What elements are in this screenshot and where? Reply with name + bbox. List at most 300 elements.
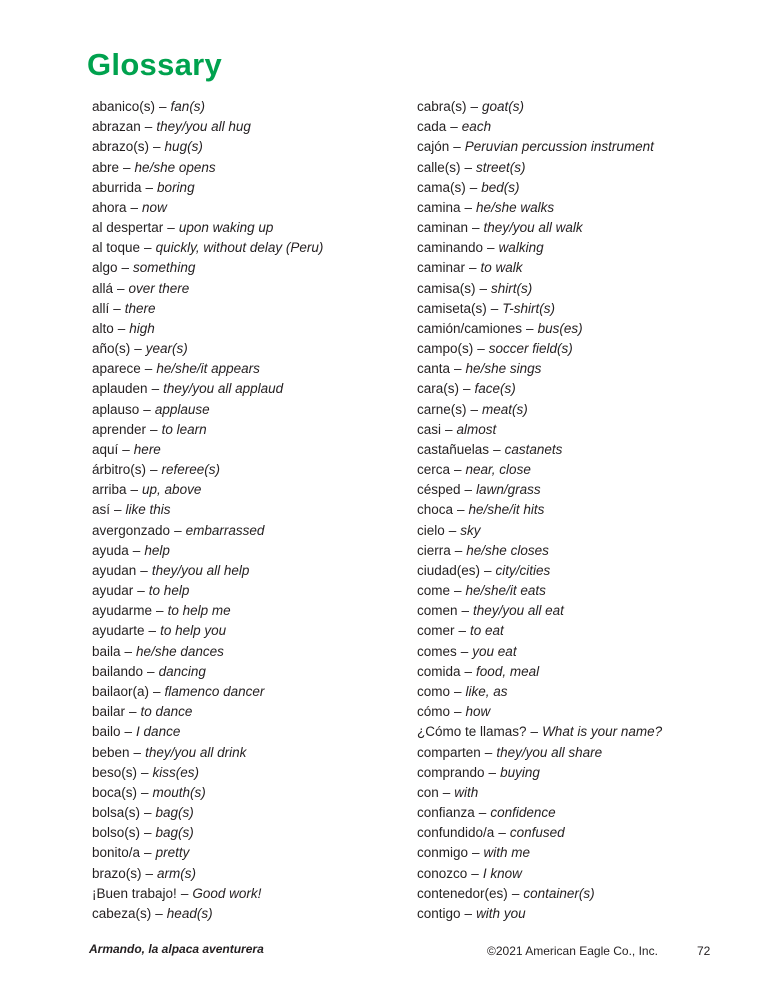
entry-term: comes [417, 643, 457, 659]
entry-separator: – [442, 784, 451, 800]
glossary-entry [92, 682, 412, 702]
entry-term: ayudarte [92, 623, 145, 639]
glossary-entry [92, 400, 412, 420]
glossary-entry [417, 581, 747, 601]
entry-separator: – [153, 683, 161, 699]
glossary-entry [92, 662, 412, 682]
glossary-entry [417, 803, 747, 823]
entry-definition: they/you all help [151, 562, 250, 578]
entry-definition: year(s) [145, 341, 188, 357]
glossary-column-right [417, 97, 747, 924]
glossary-entry [92, 339, 412, 359]
entry-definition: he/she/it eats [465, 583, 546, 599]
glossary-entry [417, 299, 747, 319]
glossary-entry [92, 299, 412, 319]
glossary-entry [92, 500, 412, 520]
entry-term: campo(s) [417, 341, 474, 357]
entry-definition: they/you all eat [473, 603, 564, 619]
entry-definition: he/she sings [465, 361, 542, 377]
entry-term: aparece [92, 361, 141, 377]
entry-separator: – [488, 764, 497, 780]
glossary-entry [92, 561, 412, 581]
entry-definition: referee(s) [161, 462, 221, 478]
glossary-entry [92, 541, 412, 561]
entry-separator: – [454, 361, 462, 377]
entry-term: árbitro(s) [92, 462, 147, 478]
glossary-entry [92, 279, 412, 299]
entry-term: casi [417, 421, 442, 437]
glossary-entry [92, 359, 412, 379]
glossary-entry [417, 198, 747, 218]
entry-term: bailar [92, 704, 126, 720]
entry-definition: now [142, 199, 167, 215]
entry-term: aburrida [92, 179, 142, 195]
entry-definition: quickly, without delay (Peru) [155, 240, 324, 256]
glossary-entry [417, 722, 747, 742]
entry-term: abanico(s) [92, 99, 156, 114]
entry-separator: – [133, 744, 142, 760]
entry-definition: to help [148, 583, 190, 599]
entry-definition: food, meal [476, 663, 540, 679]
glossary-entry [417, 561, 747, 581]
entry-definition: they/you all share [496, 744, 603, 760]
entry-definition: face(s) [474, 381, 516, 397]
entry-definition: confused [509, 825, 565, 841]
entry-definition: flamenco dancer [164, 683, 265, 699]
entry-definition: something [133, 260, 196, 276]
entry-definition: to dance [140, 704, 193, 720]
entry-definition: high [129, 320, 155, 336]
entry-term: como [417, 683, 451, 699]
glossary-entry [417, 843, 747, 863]
glossary-entry [417, 440, 747, 460]
glossary-entry [92, 803, 412, 823]
entry-separator: – [143, 401, 151, 417]
entry-definition: up, above [142, 482, 202, 498]
glossary-entry [417, 359, 747, 379]
entry-term: allí [92, 300, 110, 316]
glossary-entry [92, 581, 412, 601]
entry-separator: – [472, 845, 480, 861]
entry-definition: he/she opens [134, 159, 216, 175]
glossary-entry [417, 702, 747, 722]
glossary-entry [417, 480, 747, 500]
entry-separator: – [124, 724, 133, 740]
entry-separator: – [148, 623, 157, 639]
entry-definition: he/she/it appears [156, 361, 260, 377]
entry-separator: – [448, 522, 457, 538]
glossary-entry [92, 258, 412, 278]
entry-separator: – [498, 825, 506, 841]
entry-term: comer [417, 623, 455, 639]
entry-term: ¿Cómo te llamas? [417, 724, 527, 740]
entry-separator: – [490, 300, 499, 316]
entry-definition: bus(es) [537, 320, 583, 336]
entry-separator: – [460, 643, 469, 659]
entry-definition: walking [498, 240, 544, 256]
entry-definition: shirt(s) [491, 280, 533, 296]
entry-term: abrazo(s) [92, 139, 150, 155]
entry-definition: he/she walks [476, 199, 555, 215]
entry-term: canta [417, 361, 451, 377]
entry-separator: – [477, 341, 485, 357]
entry-term: bailando [92, 663, 144, 679]
entry-definition: they/you all hug [156, 119, 251, 135]
entry-definition: with you [476, 905, 526, 921]
entry-term: ayudarme [92, 603, 153, 619]
entry-separator: – [464, 663, 473, 679]
entry-term: con [417, 784, 439, 800]
entry-term: aplauden [92, 381, 148, 397]
entry-definition: arm(s) [157, 865, 197, 881]
entry-term: cómo [417, 704, 451, 720]
entry-definition: bag(s) [155, 805, 194, 821]
glossary-entry [417, 279, 747, 299]
entry-term: bonito/a [92, 845, 141, 861]
glossary-entry [417, 117, 747, 137]
glossary-entry [92, 158, 412, 178]
entry-term: arriba [92, 482, 127, 498]
entry-term: comprando [417, 764, 485, 780]
entry-term: caminar [417, 260, 466, 276]
entry-separator: – [150, 421, 158, 437]
glossary-entry [417, 884, 747, 904]
entry-separator: – [450, 119, 458, 135]
entry-definition: castanets [504, 441, 563, 457]
entry-separator: – [454, 683, 462, 699]
entry-term: beso(s) [92, 764, 138, 780]
glossary-entry [92, 864, 412, 884]
glossary-entry [92, 884, 412, 904]
glossary-entry [92, 521, 412, 541]
entry-separator: – [134, 341, 142, 357]
entry-separator: – [156, 603, 164, 619]
entry-definition: lawn/grass [476, 482, 541, 498]
entry-separator: – [454, 583, 462, 599]
footer-book-title: Armando, la alpaca aventurera [89, 942, 264, 956]
glossary-entry [417, 379, 747, 399]
entry-definition: near, close [465, 462, 531, 478]
glossary-entry [92, 843, 412, 863]
entry-term: cara(s) [417, 381, 460, 397]
entry-separator: – [113, 300, 121, 316]
glossary-entry [417, 621, 747, 641]
entry-separator: – [526, 320, 534, 336]
entry-separator: – [464, 159, 473, 175]
entry-separator: – [454, 704, 462, 720]
entry-term: bolsa(s) [92, 805, 141, 821]
entry-term: baila [92, 643, 121, 659]
glossary-column-left [92, 97, 412, 924]
entry-definition: What is your name? [542, 724, 663, 740]
entry-separator: – [472, 220, 480, 236]
entry-definition: head(s) [166, 905, 213, 921]
entry-separator: – [493, 441, 501, 457]
entry-term: cama(s) [417, 179, 466, 195]
entry-definition: there [124, 300, 156, 316]
glossary-entry [92, 137, 412, 157]
entry-separator: – [471, 865, 479, 881]
entry-definition: dancing [158, 663, 206, 679]
glossary-entry [92, 642, 412, 662]
glossary-entry [92, 783, 412, 803]
glossary-entry [417, 904, 747, 924]
entry-definition: over there [128, 280, 190, 296]
glossary-entry [92, 480, 412, 500]
entry-term: confianza [417, 805, 475, 821]
entry-definition: Good work! [192, 885, 262, 901]
glossary-entry [417, 238, 747, 258]
glossary-entry [417, 178, 747, 198]
entry-term: algo [92, 260, 118, 276]
entry-separator: – [145, 179, 154, 195]
entry-separator: – [487, 240, 495, 256]
entry-term: cerca [417, 462, 451, 478]
glossary-entry [92, 218, 412, 238]
entry-definition: T-shirt(s) [502, 300, 556, 316]
entry-term: avergonzado [92, 522, 171, 538]
entry-separator: – [445, 421, 453, 437]
entry-term: carne(s) [417, 401, 467, 417]
entry-term: beben [92, 744, 130, 760]
entry-separator: – [180, 885, 189, 901]
glossary-entry [417, 541, 747, 561]
entry-term: cielo [417, 522, 445, 538]
entry-definition: Peruvian percussion instrument [464, 139, 654, 155]
entry-separator: – [144, 845, 152, 861]
entry-definition: goat(s) [482, 99, 525, 114]
entry-separator: – [454, 542, 463, 558]
glossary-entry [92, 198, 412, 218]
entry-definition: bed(s) [481, 179, 520, 195]
entry-term: comparten [417, 744, 481, 760]
glossary-entry [92, 702, 412, 722]
glossary-entry [417, 763, 747, 783]
glossary-entry [417, 339, 747, 359]
entry-separator: – [155, 905, 163, 921]
entry-term: césped [417, 482, 461, 498]
glossary-entry [417, 521, 747, 541]
entry-term: camión/camiones [417, 320, 523, 336]
glossary-entry [92, 763, 412, 783]
entry-definition: meat(s) [482, 401, 528, 417]
entry-term: abre [92, 159, 120, 175]
glossary-entry [92, 117, 412, 137]
entry-separator: – [117, 320, 126, 336]
entry-term: conozco [417, 865, 468, 881]
entry-term: cada [417, 119, 447, 135]
glossary-entry [92, 97, 412, 117]
entry-separator: – [469, 260, 477, 276]
entry-term: bailo [92, 724, 121, 740]
entry-definition: kiss(es) [152, 764, 200, 780]
entry-term: boca(s) [92, 784, 138, 800]
entry-separator: – [141, 784, 149, 800]
entry-definition: applause [154, 401, 210, 417]
entry-separator: – [147, 663, 155, 679]
entry-definition: each [461, 119, 492, 135]
glossary-entry [92, 178, 412, 198]
entry-definition: with [454, 784, 479, 800]
entry-separator: – [453, 139, 461, 155]
entry-definition: they/you all walk [483, 220, 583, 236]
entry-separator: – [122, 441, 130, 457]
entry-term: allá [92, 280, 114, 296]
entry-definition: street(s) [476, 159, 526, 175]
entry-definition: help [144, 542, 170, 558]
entry-term: camisa(s) [417, 280, 476, 296]
entry-separator: – [140, 562, 148, 578]
entry-separator: – [150, 462, 158, 478]
entry-term: caminan [417, 220, 469, 236]
entry-term: ayuda [92, 542, 129, 558]
glossary-entry [417, 642, 747, 662]
entry-separator: – [129, 704, 137, 720]
entry-definition: how [465, 704, 491, 720]
glossary-entry [92, 601, 412, 621]
entry-separator: – [457, 502, 465, 518]
entry-separator: – [463, 381, 471, 397]
glossary-entry [92, 823, 412, 843]
glossary-entry [417, 743, 747, 763]
glossary-entry [92, 743, 412, 763]
entry-definition: soccer field(s) [488, 341, 573, 357]
entry-separator: – [153, 139, 161, 155]
entry-term: contenedor(es) [417, 885, 508, 901]
entry-definition: to eat [470, 623, 504, 639]
entry-separator: – [484, 562, 492, 578]
entry-term: ahora [92, 199, 127, 215]
entry-separator: – [137, 583, 145, 599]
entry-separator: – [530, 724, 539, 740]
entry-term: cajón [417, 139, 450, 155]
entry-definition: confidence [490, 805, 556, 821]
entry-separator: – [117, 280, 125, 296]
entry-separator: – [144, 825, 152, 841]
entry-separator: – [159, 99, 167, 114]
entry-separator: – [484, 744, 493, 760]
entry-term: castañuelas [417, 441, 490, 457]
entry-term: camiseta(s) [417, 300, 487, 316]
entry-term: camina [417, 199, 461, 215]
footer-copyright: ©2021 American Eagle Co., Inc. [487, 944, 658, 958]
entry-definition: hug(s) [164, 139, 203, 155]
glossary-entry [417, 258, 747, 278]
entry-term: cabra(s) [417, 99, 467, 114]
glossary-entry [417, 601, 747, 621]
glossary-entry [417, 97, 747, 117]
entry-term: aquí [92, 441, 119, 457]
entry-separator: – [130, 482, 139, 498]
entry-term: comida [417, 663, 461, 679]
entry-term: calle(s) [417, 159, 461, 175]
glossary-entry [92, 460, 412, 480]
entry-definition: upon waking up [178, 220, 274, 236]
entry-term: aprender [92, 421, 147, 437]
entry-definition: to learn [161, 421, 207, 437]
entry-term: choca [417, 502, 454, 518]
footer-page-number: 72 [697, 944, 711, 958]
entry-definition: I dance [136, 724, 181, 740]
glossary-entry [417, 319, 747, 339]
entry-separator: – [124, 643, 133, 659]
glossary-entry [92, 621, 412, 641]
entry-term: así [92, 502, 111, 518]
glossary-entry [417, 400, 747, 420]
entry-separator: – [464, 482, 473, 498]
glossary-entry [92, 319, 412, 339]
entry-term: al toque [92, 240, 141, 256]
entry-separator: – [144, 805, 152, 821]
entry-term: ciudad(es) [417, 562, 481, 578]
entry-definition: here [133, 441, 161, 457]
entry-separator: – [478, 805, 487, 821]
entry-definition: boring [157, 179, 195, 195]
entry-definition: to walk [480, 260, 523, 276]
entry-definition: mouth(s) [152, 784, 206, 800]
glossary-entry [92, 722, 412, 742]
entry-separator: – [479, 280, 488, 296]
entry-definition: embarrassed [185, 522, 265, 538]
entry-term: bolso(s) [92, 825, 141, 841]
entry-separator: – [141, 764, 149, 780]
glossary-entry [92, 379, 412, 399]
entry-definition: to help me [167, 603, 231, 619]
entry-definition: like this [125, 502, 171, 518]
entry-separator: – [132, 542, 141, 558]
entry-term: conmigo [417, 845, 469, 861]
entry-term: bailaor(a) [92, 683, 150, 699]
entry-separator: – [454, 462, 462, 478]
entry-definition: like, as [465, 683, 508, 699]
entry-separator: – [123, 159, 131, 175]
entry-separator: – [469, 179, 478, 195]
glossary-entry [417, 460, 747, 480]
entry-separator: – [174, 522, 182, 538]
glossary-entry [417, 662, 747, 682]
glossary-entry [92, 904, 412, 924]
entry-separator: – [464, 905, 473, 921]
entry-definition: with me [483, 845, 531, 861]
glossary-entry [92, 420, 412, 440]
glossary-entry [417, 137, 747, 157]
entry-term: cabeza(s) [92, 905, 152, 921]
entry-separator: – [144, 240, 152, 256]
entry-separator: – [121, 260, 130, 276]
page-title: Glossary [87, 47, 223, 82]
entry-definition: he/she closes [466, 542, 549, 558]
entry-definition: buying [500, 764, 540, 780]
entry-term: ¡Buen trabajo! [92, 885, 177, 901]
glossary-entry [417, 864, 747, 884]
entry-definition: city/cities [495, 562, 551, 578]
entry-separator: – [461, 603, 470, 619]
entry-separator: – [130, 199, 139, 215]
entry-definition: you eat [472, 643, 517, 659]
entry-term: ayudan [92, 562, 137, 578]
entry-separator: – [144, 119, 153, 135]
entry-definition: pretty [155, 845, 190, 861]
entry-term: año(s) [92, 341, 131, 357]
glossary-entry [417, 823, 747, 843]
glossary-entry [417, 500, 747, 520]
entry-definition: to help you [160, 623, 227, 639]
entry-term: aplauso [92, 401, 140, 417]
entry-separator: – [167, 220, 175, 236]
entry-term: contigo [417, 905, 461, 921]
entry-term: abrazan [92, 119, 141, 135]
glossary-entry [417, 158, 747, 178]
